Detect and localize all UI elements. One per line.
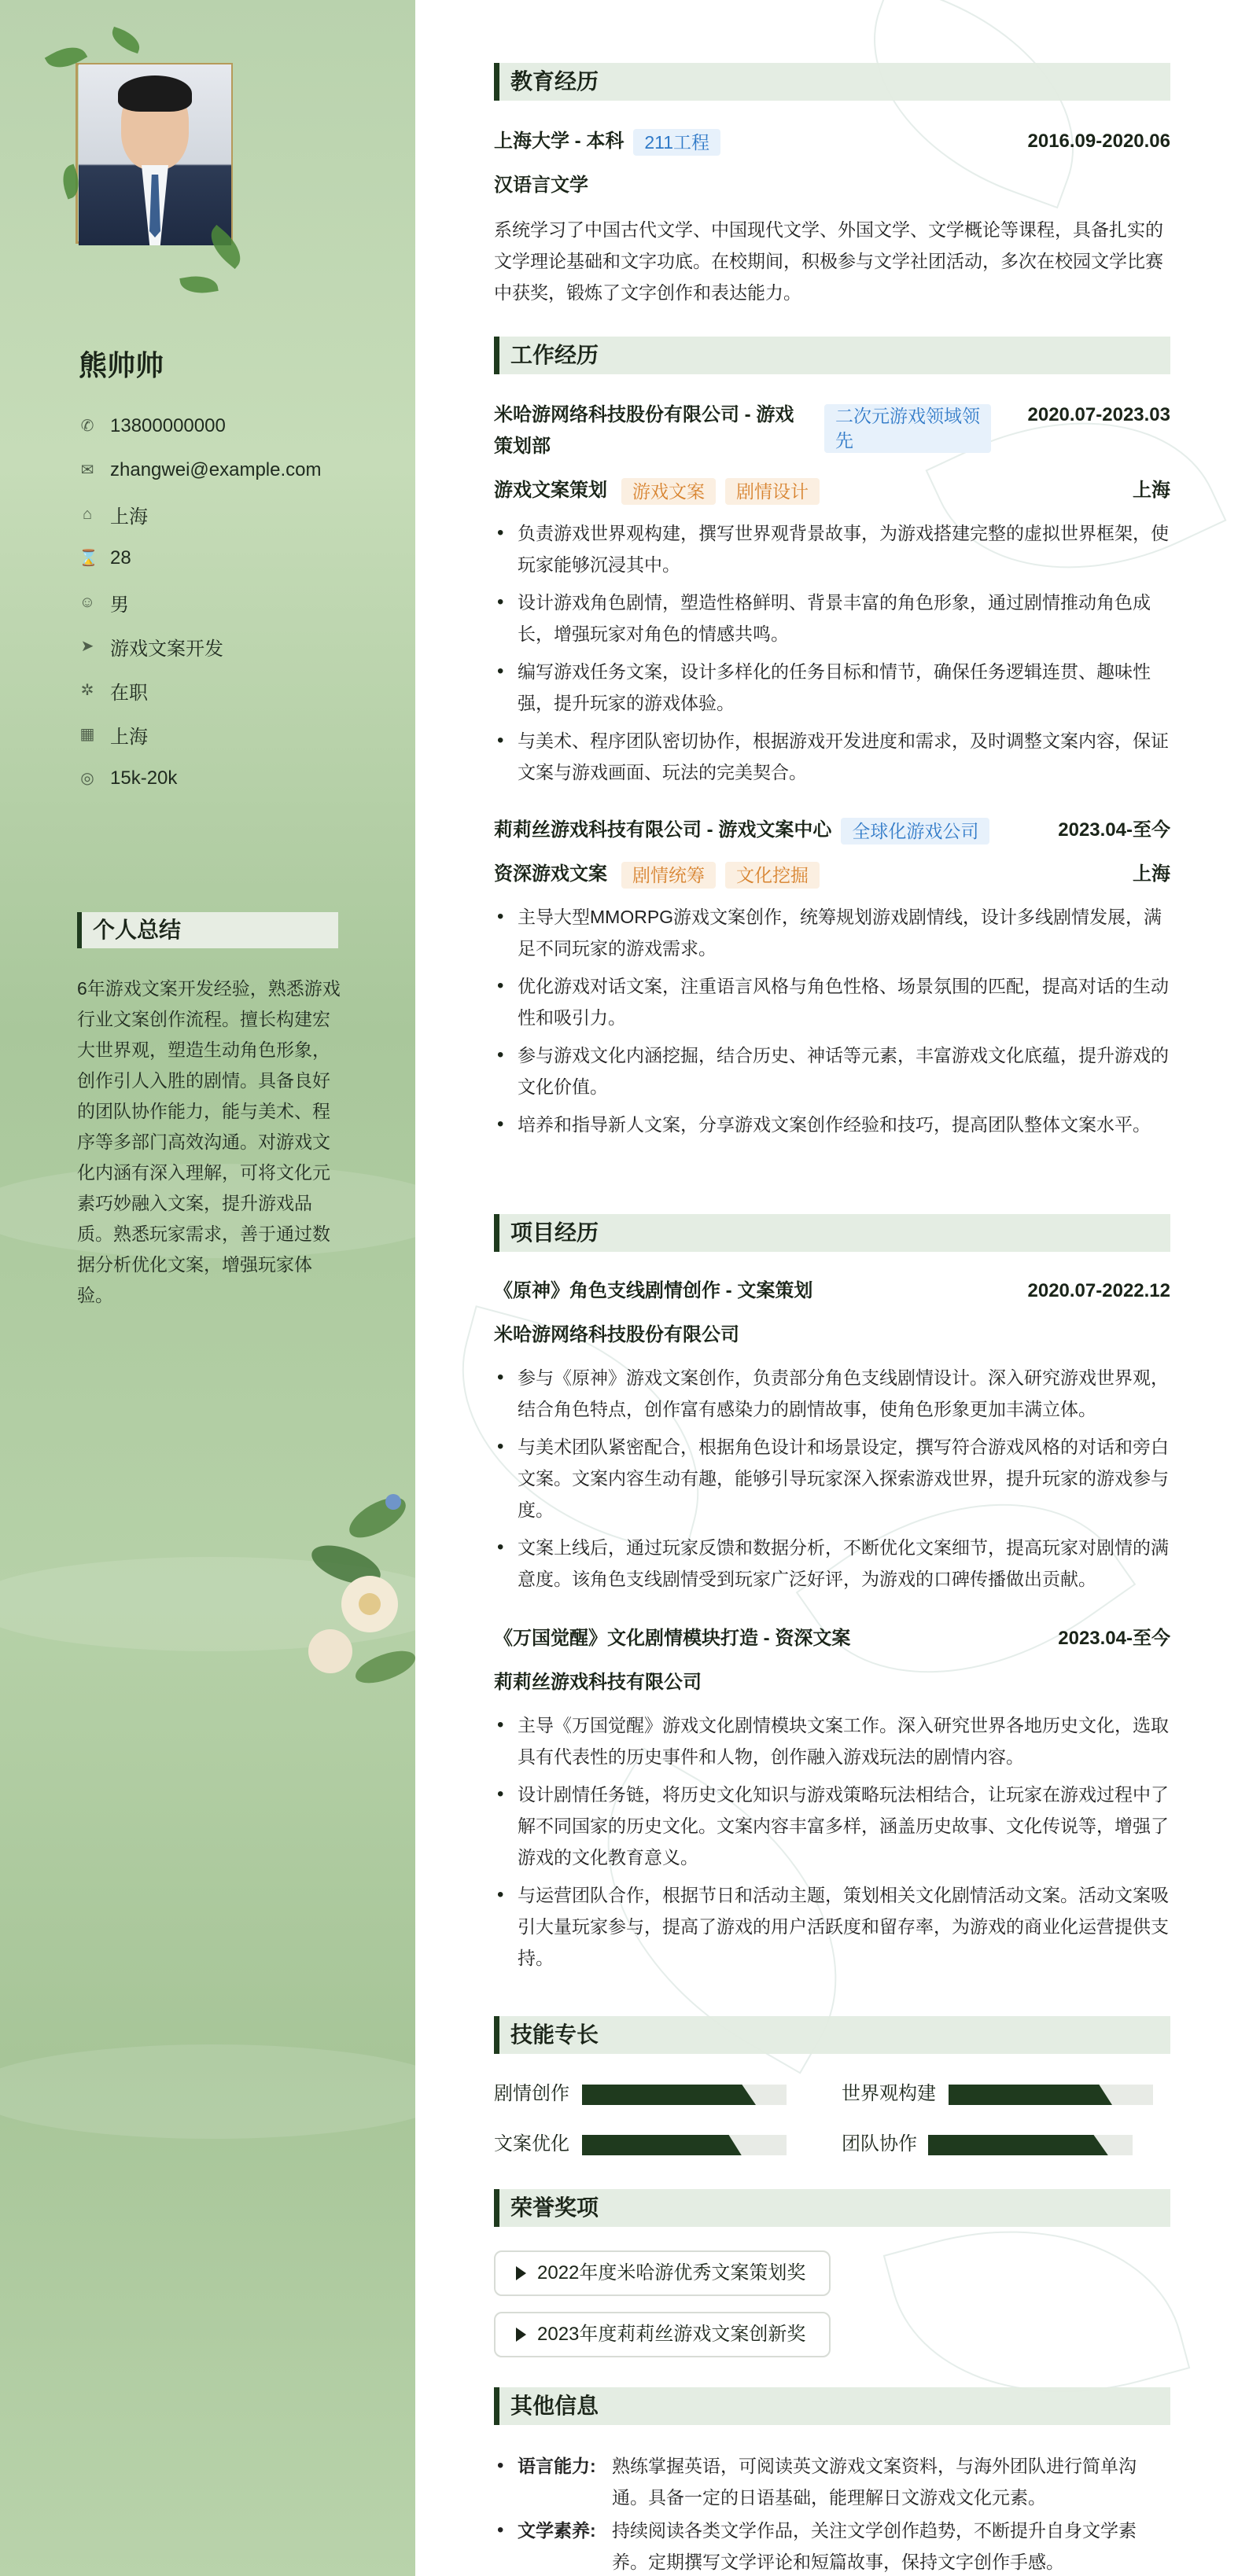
project-1-header xyxy=(494,1275,1170,1307)
list-item: • 参与《原神》游戏文案创作，负责部分角色支线剧情设计。深入研究游戏世界观，结合角色特点，创作富有感染力的剧情故事，使角色形象更加丰满立体。 xyxy=(494,1362,1170,1425)
project-1-name: 《原神》角色支线剧情创作 - 文案策划 xyxy=(494,1280,813,1301)
send-icon: ➤ xyxy=(80,638,94,655)
project-2-date: 2023.04-至今 xyxy=(1058,1628,1170,1649)
profile-info-item xyxy=(79,404,322,448)
job-1-tag-1: 游戏文案 xyxy=(621,478,716,505)
profile-info-text: 游戏文案开发 xyxy=(110,638,223,660)
salary-icon: ◎ xyxy=(80,770,94,787)
award-label: 2023年度莉莉丝游戏文案创新奖 xyxy=(537,2324,806,2345)
projects-title: 项目经历 xyxy=(494,1214,1170,1252)
education-date: 2016.09-2020.06 xyxy=(1027,131,1170,152)
profile-info-text: 28 xyxy=(110,547,131,569)
list-item: • 参与游戏文化内涵挖掘，结合历史、神话等元素，丰富游戏文化底蕴，提升游戏的文化价值。 xyxy=(494,1040,1170,1102)
list-item: • 设计剧情任务链，将历史文化知识与游戏策略玩法相结合，让玩家在游戏过程中了解不同国家的历史文化。文案内容丰富多样，涵盖历史故事、文化传说等，增强了游戏的文化教育意义。 xyxy=(494,1779,1170,1873)
flower-decoration xyxy=(283,1470,415,1714)
job-2-role: 资深游戏文案 xyxy=(494,863,607,885)
list-item: • 与美术、程序团队密切协作，根据游戏开发进度和需求，及时调整文案内容，保证文案与游戏画面、玩法的完美契合。 xyxy=(494,725,1170,788)
award-item[interactable] xyxy=(494,2312,831,2357)
profile-info-item xyxy=(79,448,322,492)
skill-bar xyxy=(928,2135,1133,2155)
other-item-text: 持续阅读各类文学作品，关注文学创作趋势，不断提升自身文学素养。定期撰写文学评论和短篇故事，保持文字创作手感。 xyxy=(612,2520,1137,2572)
work-title: 工作经历 xyxy=(494,337,1170,374)
gender-icon: ☺ xyxy=(79,594,96,611)
education-desc: 系统学习了中国古代文学、中国现代文学、外国文学、文学概论等课程，具备扎实的文学理论基础和文字功底。在校期间，积极参与文学社团活动，多次在校园文学比赛中获奖，锻炼了文字创作和表达能力。 xyxy=(494,219,1163,303)
skill-bar xyxy=(582,2085,787,2105)
profile-name: 熊帅帅 xyxy=(79,349,164,381)
job-1-bullets xyxy=(494,517,1170,794)
skill-bar-fill xyxy=(582,2085,756,2105)
profile-info-item xyxy=(79,624,322,668)
profile-info-text: 男 xyxy=(110,594,129,616)
job-1-company: 米哈游网络科技股份有限公司 - 游戏策划部 xyxy=(494,404,794,457)
calendar-icon: ⌛ xyxy=(79,550,98,567)
summary-text: 6年游戏文案开发经验，熟悉游戏行业文案创作流程。擅长构建宏大世界观，塑造生动角色形象，创作引人入胜的剧情。具备良好的团队协作能力，能与美术、程序等多部门高效沟通。对游戏文化内涵有深入理解，可将文化元素巧妙融入文案，提升游戏品质。熟悉玩家需求，善于通过数据分析优化文案，增强玩家体验。 xyxy=(77,978,341,1305)
job-1-tag: 二次元游戏领域领先 xyxy=(824,404,991,453)
job-1-city: 上海 xyxy=(1133,480,1170,501)
honors-title: 荣誉奖项 xyxy=(494,2189,1170,2227)
job-1-role: 游戏文案策划 xyxy=(494,480,607,501)
job-1-date: 2020.07-2023.03 xyxy=(1027,404,1170,425)
profile-info-item xyxy=(79,492,322,536)
job-2-city: 上海 xyxy=(1133,863,1170,885)
job-2-tag: 全球化游戏公司 xyxy=(841,818,989,845)
job-1-header xyxy=(494,399,1170,462)
profile-info-item xyxy=(79,536,322,580)
list-item: • 与美术团队紧密配合，根据角色设计和场景设定，撰写符合游戏风格的对话和旁白文案。文案内容生动有趣，能够引导玩家深入探索游戏世界，提升玩家的游戏参与度。 xyxy=(494,1431,1170,1525)
skill-bar-fill xyxy=(582,2135,742,2155)
profile-info-item xyxy=(79,580,322,624)
sidebar-texture xyxy=(0,2044,415,2139)
award-label: 2022年度米哈游优秀文案策划奖 xyxy=(537,2262,806,2283)
education-major: 汉语言文学 xyxy=(494,175,588,196)
sidebar xyxy=(0,0,415,2576)
other-item xyxy=(494,2515,1170,2576)
summary-title: 个人总结 xyxy=(77,912,338,948)
job-2-header xyxy=(494,815,1170,846)
status-icon: ✲ xyxy=(80,682,94,699)
profile-info-text: 上海 xyxy=(110,726,148,748)
profile-info-item xyxy=(79,756,322,800)
other-item-text: 熟练掌握英语，可阅读英文游戏文案资料，与海外团队进行简单沟通。具备一定的日语基础，能理解日文游戏文化元素。 xyxy=(612,2456,1137,2508)
skill-bar-fill xyxy=(928,2135,1108,2155)
job-2-date: 2023.04-至今 xyxy=(1058,819,1170,841)
project-1-bullets xyxy=(494,1362,1170,1601)
list-item: • 负责游戏世界观构建，撰写世界观背景故事，为游戏搭建完整的虚拟世界框架，使玩家能够沉浸其中。 xyxy=(494,517,1170,580)
education-school: 上海大学 - 本科 xyxy=(494,131,624,152)
other-item-label: • 文学素养: xyxy=(518,2520,596,2541)
job-2-company: 莉莉丝游戏科技有限公司 - 游戏文案中心 xyxy=(494,819,832,841)
other-item-label: • 语言能力: xyxy=(518,2456,596,2476)
skill-bar xyxy=(949,2085,1153,2105)
avatar xyxy=(79,64,231,245)
project-2-header xyxy=(494,1623,1170,1654)
list-item: • 文案上线后，通过玩家反馈和数据分析，不断优化文案细节，提高玩家对剧情的满意度。该角色支线剧情受到玩家广泛好评，为游戏的口碑传播做出贡献。 xyxy=(494,1532,1170,1595)
skills-title: 技能专长 xyxy=(494,2016,1170,2054)
home-icon: ⌂ xyxy=(82,506,93,523)
project-1-company: 米哈游网络科技股份有限公司 xyxy=(494,1324,739,1345)
project-1-date: 2020.07-2022.12 xyxy=(1027,1280,1170,1301)
list-item: • 设计游戏角色剧情，塑造性格鲜明、背景丰富的角色形象，通过剧情推动角色成长，增强玩家对角色的情感共鸣。 xyxy=(494,587,1170,650)
main-content xyxy=(415,0,1249,2576)
award-item[interactable] xyxy=(494,2250,831,2296)
skill-name: 团队协作 xyxy=(842,2133,917,2155)
list-item: • 培养和指导新人文案，分享游戏文案创作经验和技巧，提高团队整体文案水平。 xyxy=(494,1109,1170,1140)
skill-name: 世界观构建 xyxy=(842,2083,936,2104)
education-tag: 211工程 xyxy=(633,129,720,156)
job-1-role-row xyxy=(494,475,1170,506)
project-2-bullets xyxy=(494,1709,1170,1980)
profile-info-list xyxy=(79,404,322,800)
profile-info-text: 13800000000 xyxy=(110,415,226,436)
job-1-tag-2: 剧情设计 xyxy=(725,478,820,505)
job-2-tag-2: 文化挖掘 xyxy=(725,862,820,889)
skill-bar-fill xyxy=(949,2085,1112,2105)
profile-info-item xyxy=(79,712,322,756)
profile-info-text: 在职 xyxy=(110,682,148,704)
list-item: • 主导《万国觉醒》游戏文化剧情模块文案工作。深入研究世界各地历史文化，选取具有代表性的历史事件和人物，创作融入游戏玩法的剧情内容。 xyxy=(494,1709,1170,1772)
education-title: 教育经历 xyxy=(494,63,1170,101)
skill-name: 剧情创作 xyxy=(494,2083,569,2104)
phone-icon: ✆ xyxy=(80,418,94,435)
skill-bar xyxy=(582,2135,787,2155)
list-item: • 主导大型MMORPG游戏文案创作，统筹规划游戏剧情线，设计多线剧情发展，满足不同玩家的游戏需求。 xyxy=(494,901,1170,964)
profile-info-item xyxy=(79,668,322,712)
profile-info-text: 上海 xyxy=(110,506,148,528)
profile-info-text: zhangwei@example.com xyxy=(110,459,322,480)
leaf-decoration xyxy=(108,27,143,53)
other-title: 其他信息 xyxy=(494,2387,1170,2425)
job-2-tag-1: 剧情统筹 xyxy=(621,862,716,889)
project-2-company: 莉莉丝游戏科技有限公司 xyxy=(494,1672,702,1693)
skill-name: 文案优化 xyxy=(494,2133,569,2155)
list-item: • 与运营团队合作，根据节日和活动主题，策划相关文化剧情活动文案。活动文案吸引大量玩家参与，提高了游戏的用户活跃度和留存率，为游戏的商业化运营提供支持。 xyxy=(494,1879,1170,1974)
profile-info-text: 15k-20k xyxy=(110,767,178,789)
list-item: • 优化游戏对话文案，注重语言风格与角色性格、场景氛围的匹配，提高对话的生动性和吸引力。 xyxy=(494,970,1170,1033)
play-icon xyxy=(516,2266,526,2280)
leaf-decoration xyxy=(179,272,218,297)
education-header xyxy=(494,126,1170,157)
play-icon xyxy=(516,2328,526,2342)
other-item xyxy=(494,2450,1170,2513)
project-2-name: 《万国觉醒》文化剧情模块打造 - 资深文案 xyxy=(494,1628,851,1649)
building-icon: ▦ xyxy=(79,726,95,743)
job-2-bullets xyxy=(494,901,1170,1146)
job-2-role-row xyxy=(494,859,1170,890)
mail-icon: ✉ xyxy=(80,462,94,479)
list-item: • 编写游戏任务文案，设计多样化的任务目标和情节，确保任务逻辑连贯、趣味性强，提升玩家的游戏体验。 xyxy=(494,656,1170,719)
